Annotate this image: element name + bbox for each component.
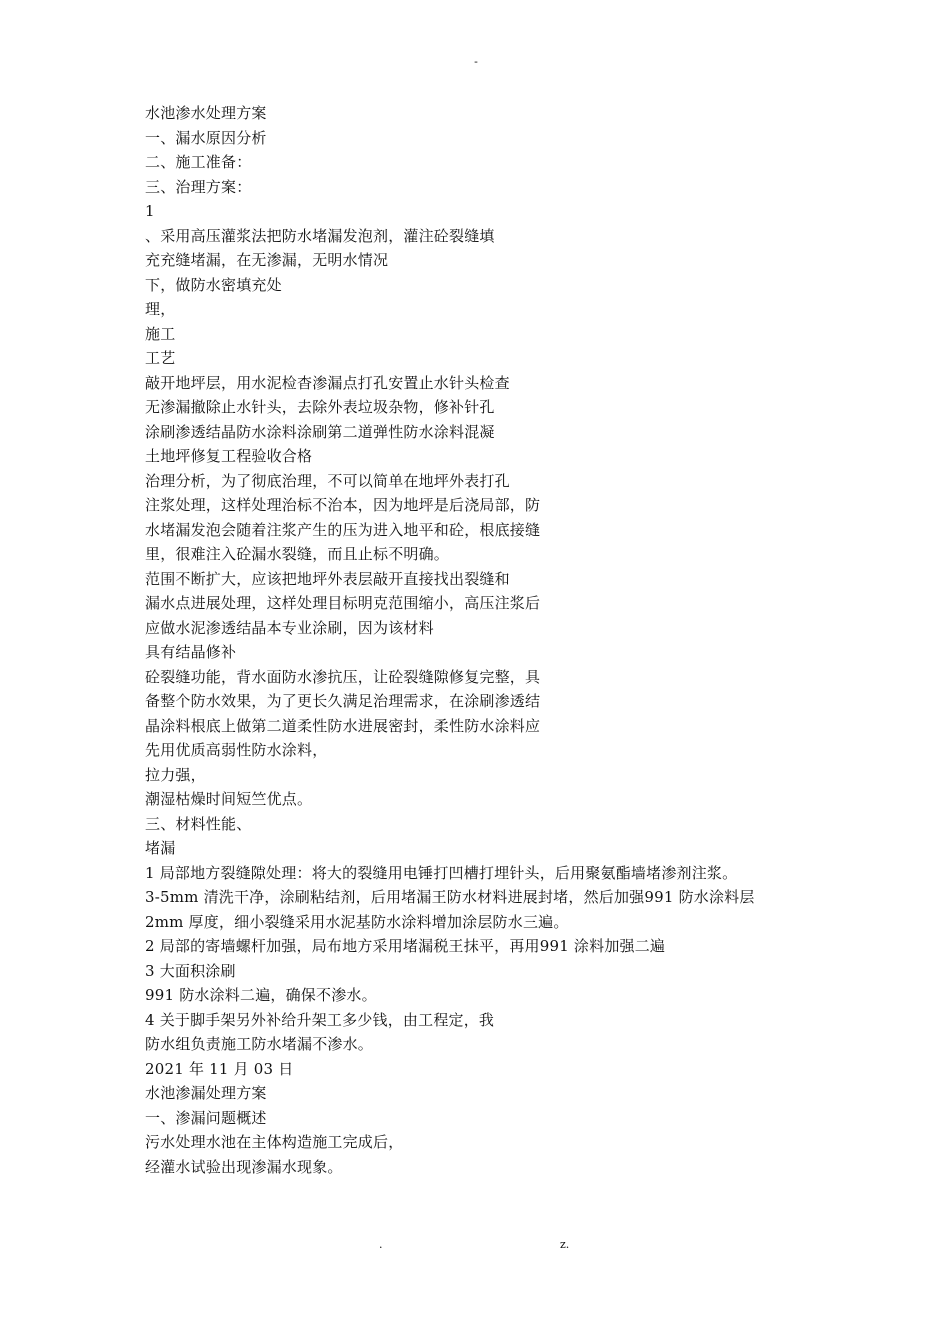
text-line: 污水处理水池在主体构造施工完成后， [145, 1133, 404, 1151]
text-line: 注浆处理，这样处理治标不治本，因为地坪是后浇局部，防 [145, 496, 541, 514]
text-line: 先用优质高弱性防水涂料， [145, 741, 328, 759]
text-line: 991 防水涂料二遍，确保不渗水。 [145, 986, 377, 1004]
text-line: 敲开地坪层，用水泥检杳渗漏点打孔安置止水针头检查 [145, 373, 510, 392]
text-line: 潮湿枯燥时间短竺优点。 [145, 790, 313, 808]
section-heading: 一、渗漏问题概述 [145, 1108, 267, 1127]
footer-mark-left: . [379, 1238, 383, 1251]
text-line: 下，做防水密填充处 [145, 275, 282, 294]
document-body [145, 101, 835, 1179]
text-line: 备整个防水效果，为了更长久满足治理需求，在涂刷渗透结 [145, 692, 541, 710]
text-line: 工艺 [145, 349, 176, 367]
text-line: 施工 [145, 324, 176, 343]
text-line: 充充缝堵漏，在无渗漏，无明水情况 [145, 251, 389, 269]
text-line: 砼裂缝功能，背水面防水渗抗压，让砼裂缝隙修复完整，具 [145, 667, 541, 686]
section-heading: 二、施工准备： [145, 153, 252, 171]
text-line: 漏水点进展处理，这样处理目标明克范围缩小，高压注浆后 [145, 594, 541, 612]
text-line: 水堵漏发泡会随着注浆产生的压为进入地平和砼，根底接缝 [145, 520, 541, 539]
text-line: 拉力强， [145, 765, 206, 784]
text-line: 无渗漏撤除止水针头，去除外表垃圾杂物，修补针孔 [145, 398, 495, 416]
text-line: 具有结晶修补 [145, 643, 237, 661]
text-line: 4 关于脚手架另外补给升架工多少钱，由工程定，我 [145, 1010, 495, 1029]
text-line: 土地坪修复工程验收合格 [145, 447, 313, 465]
text-line: 晶涂料根底上做第二道柔性防水进展密封，柔性防水涂料应 [145, 716, 541, 735]
text-line: 理， [145, 300, 176, 318]
footer-mark-right: z. [560, 1238, 570, 1251]
text-line: 2mm 厚度，细小裂缝采用水泥基防水涂料增加涂层防水三遍。 [145, 912, 569, 931]
text-line: 1 局部地方裂缝隙处理：将大的裂缝用电锤打凹槽打埋针头，后用聚氨酯墙堵渗剂注浆。 [145, 863, 738, 882]
text-line: 治理分析，为了彻底治理，不可以简单在地坪外表打孔 [145, 471, 510, 490]
text-line: 范围不断扩大，应该把地坪外表层敲开直接找出裂缝和 [145, 569, 510, 588]
header-mark: - [474, 55, 478, 68]
text-line: 防水组负责施工防水堵漏不渗水。 [145, 1035, 374, 1053]
text-line: 、采用高压灌浆法把防水堵漏发泡剂，灌注砼裂缝填 [145, 226, 495, 245]
text-line: 1 [145, 202, 155, 220]
date-line: 2021 年 11 月 03 日 [145, 1059, 294, 1078]
section-heading: 三、治理方案： [145, 177, 252, 196]
text-line: 3-5mm 清洗干净，涂刷粘结剂，后用堵漏王防水材料进展封堵，然后加强991 防水涂料层 [145, 888, 755, 906]
section-heading: 三、材料性能、 [145, 814, 252, 833]
text-line: 2 局部的寄墙螺杆加强，局布地方采用堵漏税王抹平，再用991 涂料加强二遍 [145, 937, 666, 955]
text-line: 经灌水试验出现渗漏水现象。 [145, 1157, 343, 1176]
text-line: 应做水泥渗透结晶本专业涂刷，因为该材料 [145, 618, 434, 637]
section-heading: 一、漏水原因分析 [145, 128, 267, 147]
text-line: 里，很难注入砼漏水裂缝，而且止标不明确。 [145, 545, 450, 563]
doc-title: 水池渗水处理方案 [145, 104, 267, 122]
text-line: 涂刷渗透结晶防水涂料涂刷第二道弹性防水涂料混凝 [145, 422, 495, 441]
text-line: 3 大面积涂刷 [145, 961, 236, 980]
doc-title: 水池渗漏处理方案 [145, 1084, 267, 1102]
text-line: 堵漏 [145, 839, 176, 857]
